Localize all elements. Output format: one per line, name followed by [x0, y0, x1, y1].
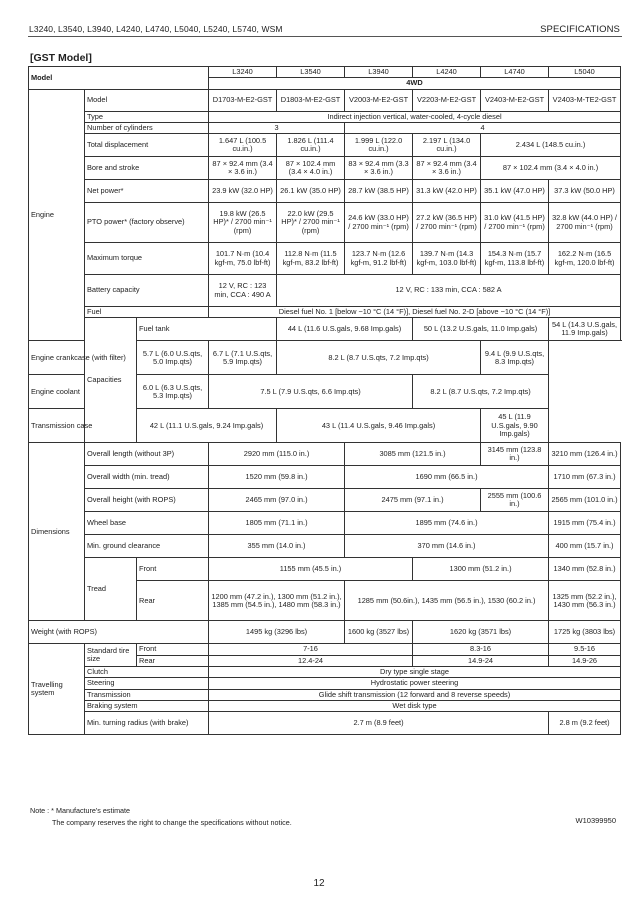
cell: Dry type single stage — [209, 666, 621, 677]
row-label: Front — [137, 644, 209, 655]
row-label: Rear — [137, 581, 209, 621]
cell: 6.0 L (6.3 U.S.qts, 5.3 Imp.qts) — [137, 375, 209, 409]
torque-row — [29, 243, 621, 275]
header-rule — [28, 36, 622, 37]
row-label: Overall width (min. tread) — [85, 466, 209, 489]
row-label: Bore and stroke — [85, 157, 209, 180]
crankcase-row — [29, 341, 621, 375]
cell: 112.8 N·m (11.5 kgf-m, 83.2 lbf-ft) — [277, 243, 345, 275]
group-weight: Weight (with ROPS) — [29, 621, 209, 644]
cell: 3085 mm (121.5 in.) — [345, 443, 481, 466]
cell: 2.434 L (148.5 cu.in.) — [481, 134, 621, 157]
cell: 1600 kg (3527 lbs) — [345, 621, 413, 644]
cell: V2403-M-TE2-GST — [549, 89, 621, 111]
fuel-tank-row — [29, 318, 621, 341]
cell: 42 L (11.1 U.S.gals, 9.24 Imp.gals) — [137, 409, 277, 443]
row-label: Model — [85, 89, 209, 111]
cell: 31.3 kW (42.0 HP) — [413, 180, 481, 203]
row-label: Total displacement — [85, 134, 209, 157]
cell: 1.826 L (111.4 cu.in.) — [277, 134, 345, 157]
weight-row — [29, 621, 621, 644]
cell: 2.7 m (8.9 feet) — [209, 712, 549, 735]
row-label: Net power* — [85, 180, 209, 203]
group-capacities: Capacities — [85, 318, 137, 443]
cell: 3 — [209, 122, 345, 133]
cell: 14.9-24 — [413, 655, 549, 666]
row-label: Wheel base — [85, 512, 209, 535]
cell: D1703-M-E2-GST — [209, 89, 277, 111]
cell: 37.3 kW (50.0 HP) — [549, 180, 621, 203]
length-row — [29, 443, 621, 466]
cell: 12 V, RC : 123 min, CCA : 490 A — [209, 275, 277, 307]
displacement-row — [29, 134, 621, 157]
cell: 2920 mm (115.0 in.) — [209, 443, 345, 466]
row-label: Type — [85, 111, 209, 122]
cell: 2565 mm (101.0 in.) — [549, 489, 621, 512]
cell: 9.4 L (9.9 U.S.qts, 8.3 Imp.qts) — [481, 341, 549, 375]
tire-front-row — [29, 644, 621, 655]
row-label: Braking system — [85, 700, 209, 711]
cell: 12 V, RC : 133 min, CCA : 582 A — [277, 275, 621, 307]
row-label: Engine crankcase (with filter) — [29, 341, 137, 375]
cell: 2.8 m (9.2 feet) — [549, 712, 621, 735]
wheelbase-row — [29, 512, 621, 535]
transmission-case-row — [29, 409, 621, 443]
cell: 1710 mm (67.3 in.) — [549, 466, 621, 489]
model-col: L4240 — [413, 67, 481, 78]
model-col: L3240 — [209, 67, 277, 78]
cell: 162.2 N·m (16.5 kgf-m, 120.0 lbf-ft) — [549, 243, 621, 275]
model-col: L3540 — [277, 67, 345, 78]
cell: 6.7 L (7.1 U.S.qts, 5.9 Imp.qts) — [209, 341, 277, 375]
section-title: [GST Model] — [30, 52, 92, 64]
model-col: L4740 — [481, 67, 549, 78]
row-label: Overall length (without 3P) — [85, 443, 209, 466]
battery-row — [29, 275, 621, 307]
cell: D1803-M-E2-GST — [277, 89, 345, 111]
cell: 14.9-26 — [549, 655, 621, 666]
row-label: Number of cylinders — [85, 122, 209, 133]
cell: 4 — [345, 122, 621, 133]
cell: 87 × 92.4 mm (3.4 × 3.6 in.) — [209, 157, 277, 180]
cell: 1725 kg (3803 lbs) — [549, 621, 621, 644]
cell: Indirect injection vertical, water-cooled, 4-cycle diesel — [209, 111, 621, 122]
model-header-label: Model — [29, 67, 209, 90]
cell: 139.7 N·m (14.3 kgf-m, 103.0 lbf-ft) — [413, 243, 481, 275]
cell: 2.197 L (134.0 cu.in.) — [413, 134, 481, 157]
row-label: Battery capacity — [85, 275, 209, 307]
cell: 1620 kg (3571 lbs) — [413, 621, 549, 644]
cell: 8.2 L (8.7 U.S.qts, 7.2 Imp.qts) — [413, 375, 549, 409]
cell: 8.3-16 — [413, 644, 549, 655]
cell: 1325 mm (52.2 in.), 1430 mm (56.3 in.) — [549, 581, 621, 621]
tread-label: Tread — [85, 558, 137, 621]
cell: 1520 mm (59.8 in.) — [209, 466, 345, 489]
cell: 83 × 92.4 mm (3.3 × 3.6 in.) — [345, 157, 413, 180]
braking-row — [29, 700, 621, 711]
row-label: PTO power* (factory observe) — [85, 203, 209, 243]
transmission-row — [29, 689, 621, 700]
cell: 87 × 92.4 mm (3.4 × 3.6 in.) — [413, 157, 481, 180]
group-dimensions: Dimensions — [29, 443, 85, 621]
cell: 1805 mm (71.1 in.) — [209, 512, 345, 535]
cell: 22.0 kW (29.5 HP)* / 2700 min⁻¹ (rpm) — [277, 203, 345, 243]
row-label: Engine coolant — [29, 375, 137, 409]
cell: 1495 kg (3296 lbs) — [209, 621, 345, 644]
group-engine: Engine — [29, 89, 85, 341]
cell: 1340 mm (52.8 in.) — [549, 558, 621, 581]
pto-power-row — [29, 203, 621, 243]
cell: 7.5 L (7.9 U.S.qts, 6.6 Imp.qts) — [209, 375, 413, 409]
cell: 87 × 102.4 mm (3.4 × 4.0 in.) — [277, 157, 345, 180]
cell: 1155 mm (45.5 in.) — [209, 558, 413, 581]
cell: V2403-M-E2-GST — [481, 89, 549, 111]
tire-label: Standard tire size — [85, 644, 137, 667]
cell: 1.999 L (122.0 cu.in.) — [345, 134, 413, 157]
row-label: Min. ground clearance — [85, 535, 209, 558]
cell: 1200 mm (47.2 in.), 1300 mm (51.2 in.), 1385 mm (54.5 in.), 1480 mm (58.3 in.) — [209, 581, 345, 621]
cell: 1895 mm (74.6 in.) — [345, 512, 549, 535]
cell: Diesel fuel No. 1 [below −10 °C (14 °F)], Diesel fuel No. 2-D [above −10 °C (14 °F)] — [209, 307, 621, 318]
cell: V2203-M-E2-GST — [413, 89, 481, 111]
cell: 9.5-16 — [549, 644, 621, 655]
cell: 1.647 L (100.5 cu.in.) — [209, 134, 277, 157]
cell: 28.7 kW (38.5 HP) — [345, 180, 413, 203]
page-number: 12 — [313, 878, 325, 889]
cell: 2555 mm (100.6 in.) — [481, 489, 549, 512]
steering-row — [29, 678, 621, 689]
cell: 19.8 kW (26.5 HP)* / 2700 min⁻¹ (rpm) — [209, 203, 277, 243]
row-label: Steering — [85, 678, 209, 689]
model-col: L3940 — [345, 67, 413, 78]
group-travelling: Travelling system — [29, 644, 85, 735]
cell: 31.0 kW (41.5 HP) / 2700 min⁻¹ (rpm) — [481, 203, 549, 243]
drive-type: 4WD — [209, 78, 621, 89]
cell: 12.4-24 — [209, 655, 413, 666]
cell: 35.1 kW (47.0 HP) — [481, 180, 549, 203]
row-label: Transmission case — [29, 409, 137, 443]
clearance-row — [29, 535, 621, 558]
spec-table — [28, 66, 621, 735]
cell: 3210 mm (126.4 in.) — [549, 443, 621, 466]
cell: Glide shift transmission (12 forward and 8 reverse speeds) — [209, 689, 621, 700]
cell: V2003-M-E2-GST — [345, 89, 413, 111]
turning-row — [29, 712, 621, 735]
row-label: Rear — [137, 655, 209, 666]
engine-model-row — [29, 89, 621, 111]
cell: 24.6 kW (33.0 HP) / 2700 min⁻¹ (rpm) — [345, 203, 413, 243]
cell: 27.2 kW (36.5 HP) / 2700 min⁻¹ (rpm) — [413, 203, 481, 243]
cell: 370 mm (14.6 in.) — [345, 535, 549, 558]
row-label: Front — [137, 558, 209, 581]
cell: 2475 mm (97.1 in.) — [345, 489, 481, 512]
cell: 23.9 kW (32.0 HP) — [209, 180, 277, 203]
cell: 1690 mm (66.5 in.) — [345, 466, 549, 489]
width-row — [29, 466, 621, 489]
cell: 50 L (13.2 U.S.gals, 11.0 Imp.gals) — [413, 318, 549, 341]
row-label: Maximum torque — [85, 243, 209, 275]
cell: 43 L (11.4 U.S.gals, 9.46 Imp.gals) — [277, 409, 481, 443]
bore-row — [29, 157, 621, 180]
cell: 3145 mm (123.8 in.) — [481, 443, 549, 466]
cell: 154.3 N·m (15.7 kgf-m, 113.8 lbf-ft) — [481, 243, 549, 275]
row-label: Fuel tank — [137, 318, 277, 341]
row-label: Overall height (with ROPS) — [85, 489, 209, 512]
cell: 87 × 102.4 mm (3.4 × 4.0 in.) — [481, 157, 621, 180]
cell: 1285 mm (50.6in.), 1435 mm (56.5 in.), 1530 (60.2 in.) — [345, 581, 549, 621]
row-label: Min. turning radius (with brake) — [85, 712, 209, 735]
disclaimer: The company reserves the right to change the specifications without notice. — [52, 818, 292, 827]
cell: 101.7 N·m (10.4 kgf-m, 75.0 lbf-ft) — [209, 243, 277, 275]
net-power-row — [29, 180, 621, 203]
clutch-row — [29, 666, 621, 677]
cell: 45 L (11.9 U.S.gals, 9.90 Imp.gals) — [481, 409, 549, 443]
row-label: Transmission — [85, 689, 209, 700]
cell: 2465 mm (97.0 in.) — [209, 489, 345, 512]
cell: Hydrostatic power steering — [209, 678, 621, 689]
header-row — [29, 67, 621, 78]
cell: 7-16 — [209, 644, 413, 655]
height-row — [29, 489, 621, 512]
header-models: L3240, L3540, L3940, L4240, L4740, L5040, L5240, L5740, WSM — [29, 24, 283, 34]
cell: 8.2 L (8.7 U.S.qts, 7.2 Imp.qts) — [277, 341, 481, 375]
tread-front-row — [29, 558, 621, 581]
cell: 26.1 kW (35.0 HP) — [277, 180, 345, 203]
cylinders-row — [29, 122, 621, 133]
header-section: SPECIFICATIONS — [540, 24, 620, 35]
cell: 400 mm (15.7 in.) — [549, 535, 621, 558]
cell: 355 mm (14.0 in.) — [209, 535, 345, 558]
model-col: L5040 — [549, 67, 621, 78]
cell: 54 L (14.3 U.S.gals, 11.9 Imp.gals) — [549, 318, 621, 341]
cell: 44 L (11.6 U.S.gals, 9.68 Imp.gals) — [277, 318, 413, 341]
document-id: W10399950 — [575, 816, 616, 825]
fuel-row — [29, 307, 621, 318]
cell: Wet disk type — [209, 700, 621, 711]
cell: 32.8 kW (44.0 HP) / 2700 min⁻¹ (rpm) — [549, 203, 621, 243]
cell: 5.7 L (6.0 U.S.qts, 5.0 Imp.qts) — [137, 341, 209, 375]
row-label: Fuel — [85, 307, 209, 318]
row-label: Clutch — [85, 666, 209, 677]
cell: 1300 mm (51.2 in.) — [413, 558, 549, 581]
engine-type-row — [29, 111, 621, 122]
footnote: Note : * Manufacture's estimate — [30, 806, 131, 815]
cell: 1915 mm (75.4 in.) — [549, 512, 621, 535]
cell: 123.7 N·m (12.6 kgf-m, 91.2 lbf-ft) — [345, 243, 413, 275]
